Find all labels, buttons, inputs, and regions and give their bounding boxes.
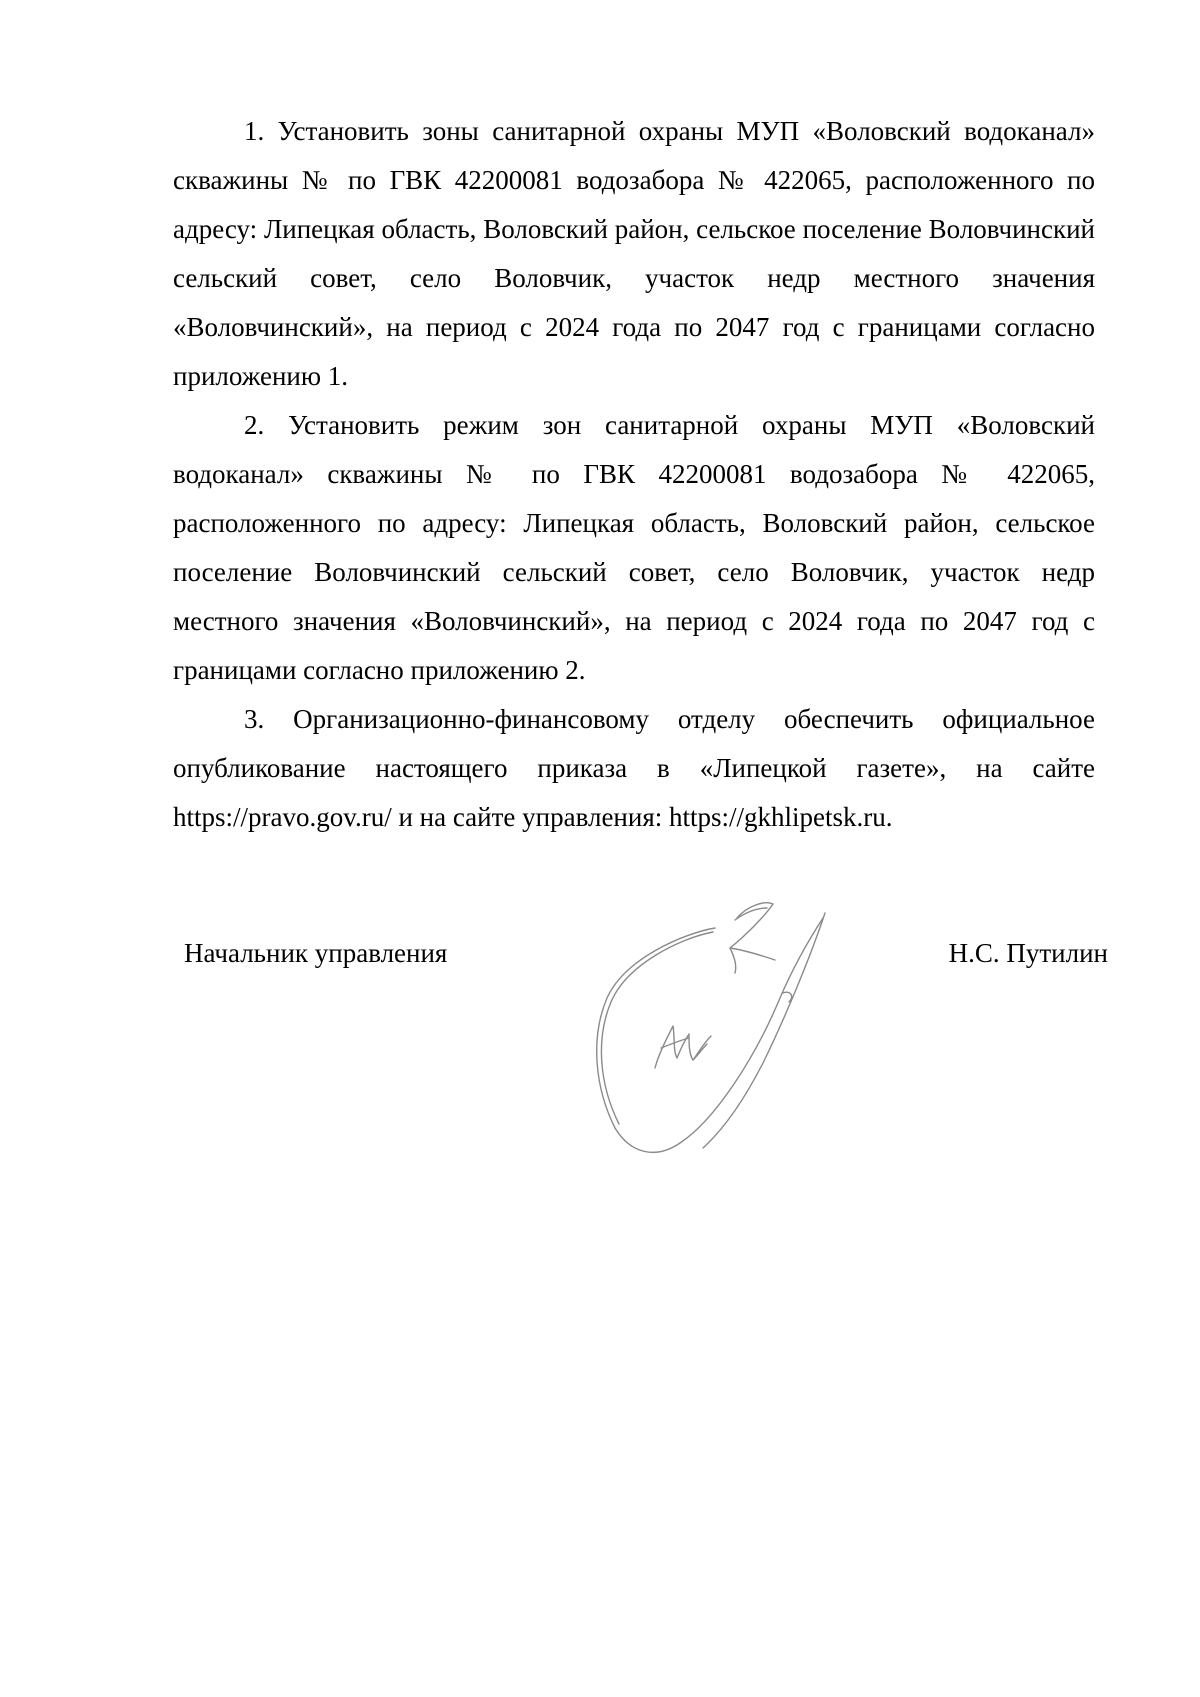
handwritten-signature-icon: [585, 898, 855, 1168]
paragraph-3: 3. Организационно-финансовому отделу обеспечить официальное опубликование настоящего приказа в «Липецкой газете», на сайте https://pravo.gov.ru/ и на сайте управления: https://gkhlipetsk.ru.: [173, 704, 1095, 832]
signature-block: [0, 930, 1200, 1190]
signer-name: Н.С. Путилин: [948, 938, 1108, 968]
signer-position-title: Начальник управления: [184, 938, 448, 968]
paragraph-1: 1. Установить зоны санитарной охраны МУП «Воловский водоканал» скважины № по ГВК 42200081 водозабора № 422065, расположенного по адресу: Липецкая область, Воловский район, сельское поселение Воловчинский сельский совет, село Воловчик, участок недр местного значения «Воловчинский», на период с 2024 года по 2047 год с границами согласно приложению 1.: [173, 116, 1095, 391]
paragraph-2: 2. Установить режим зон санитарной охраны МУП «Воловский водоканал» скважины № по ГВК 42200081 водозабора № 422065, расположенного по адресу: Липецкая область, Воловский район, сельское поселение Воловчинский сельский совет, село Воловчик, участок недр местного значения «Воловчинский», на период с 2024 года по 2047 год с границами согласно приложению 2.: [173, 410, 1095, 685]
document-body: [173, 107, 1095, 842]
